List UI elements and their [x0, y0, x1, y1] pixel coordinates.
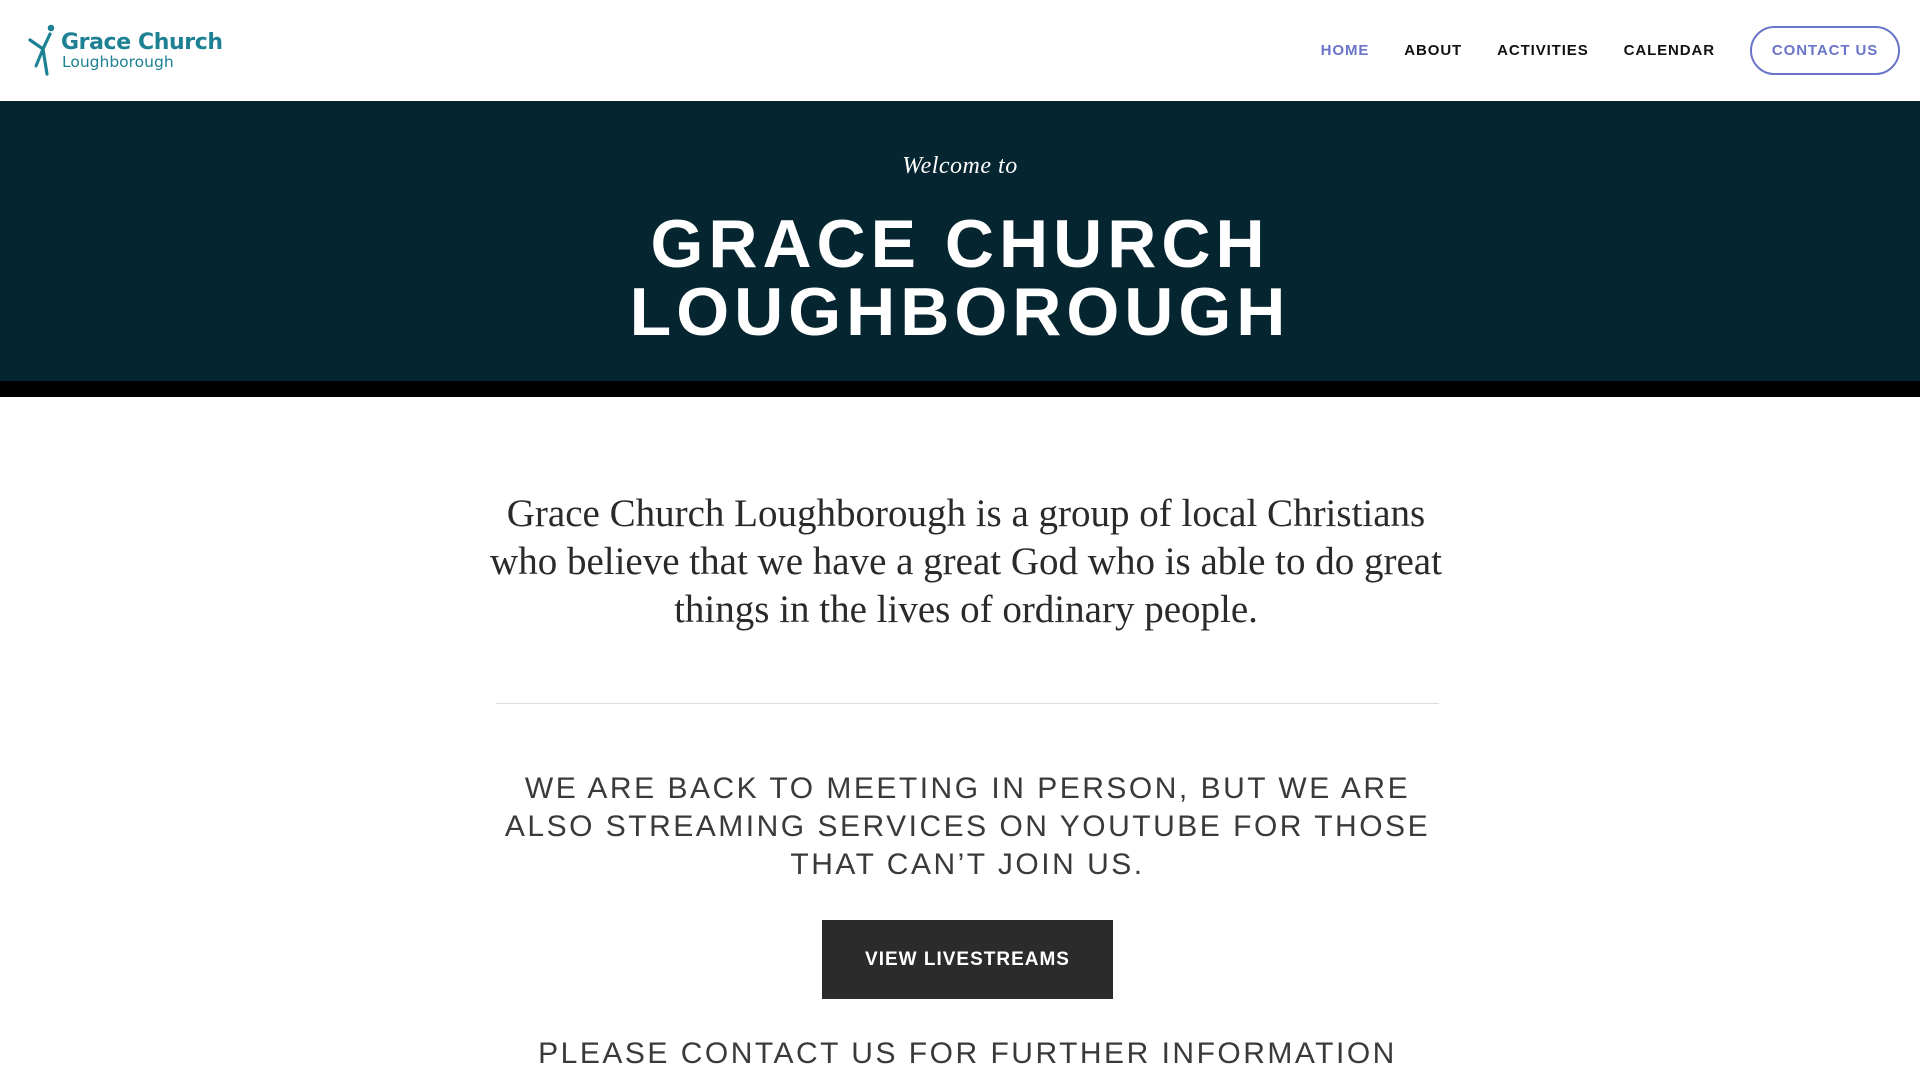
hero-divider-bar	[0, 381, 1920, 397]
nav-activities[interactable]: ACTIVITIES	[1497, 42, 1589, 59]
nav-calendar[interactable]: CALENDAR	[1623, 42, 1715, 59]
site-header	[0, 0, 1920, 101]
logo-subtitle: Loughborough	[62, 53, 174, 71]
intro-text: Grace Church Loughborough is a group of local Christians who believe that we have a great God who is able to do great things in the lives of ordinary people.	[490, 492, 1442, 631]
hero-title-line-2: LOUGHBOROUGH	[629, 274, 1291, 350]
cross-figure-icon	[26, 22, 62, 78]
site-logo[interactable]	[26, 22, 226, 78]
contact-info-text: PLEASE CONTACT US FOR FURTHER INFORMATION	[538, 1037, 1397, 1070]
notice-text: WE ARE BACK TO MEETING IN PERSON, BUT WE ARE ALSO STREAMING SERVICES ON YOUTUBE FOR THOSE THAT CAN’T JOIN US.	[504, 772, 1431, 881]
hero-kicker: Welcome to	[902, 153, 1018, 179]
hero-title	[0, 206, 1920, 350]
nav-about[interactable]: ABOUT	[1404, 42, 1463, 59]
logo-title: Grace Church	[61, 30, 223, 55]
contact-us-button[interactable]: CONTACT US	[1750, 26, 1900, 75]
nav-home[interactable]: HOME	[1320, 42, 1370, 59]
main-nav	[1286, 26, 1900, 75]
hero-title-line-1: GRACE CHURCH	[650, 206, 1270, 282]
section-divider	[496, 703, 1439, 704]
view-livestreams-button[interactable]: VIEW LIVESTREAMS	[822, 920, 1113, 999]
